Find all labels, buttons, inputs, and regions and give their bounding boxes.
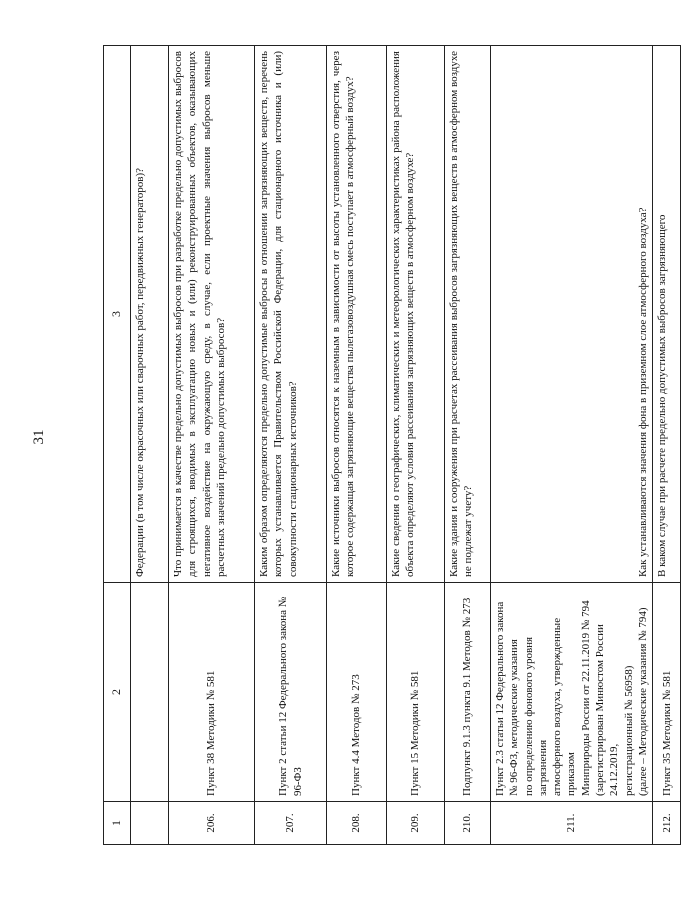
question-text: Какие здания и сооружения при расчетах рассеивания выбросов загрязняющих веществ в атмосферном воздухе не подлежат учету? (445, 46, 491, 583)
table-row (131, 46, 169, 845)
table-row (169, 46, 255, 845)
legal-reference: Подпункт 9.1.3 пункта 9.1 Методов № 273 (445, 583, 491, 802)
legal-reference (491, 583, 653, 802)
legal-reference-line: по определению фонового уровня загрязнения (522, 636, 549, 796)
table-row (445, 46, 491, 845)
question-text: Федерации (в том числе окрасочных или сварочных работ, передвижных генераторов)? (131, 46, 169, 583)
question-text: В каком случае при расчете предельно допустимых выбросов загрязняющего (653, 46, 681, 583)
row-number: 211. (491, 802, 653, 845)
table-row (653, 46, 681, 845)
page-number: 31 (31, 429, 47, 445)
question-text: Что принимается в качестве предельно допустимых выбросов при разработке предельно допустимых выбросов для строящихся, вводимых в эксплуатацию новых и (или) реконструированных объектов, оказывающих негативное воздействие на окружающую среду, в случае, если проектные значения выбросов меньше расчетных значений предельно допустимых выбросов? (169, 46, 255, 583)
row-number: 208. (327, 802, 387, 845)
legal-reference-line: атмосферного воздуха, утвержденные приказом (551, 617, 578, 796)
table-row (327, 46, 387, 845)
row-number (131, 802, 169, 845)
row-number: 207. (255, 802, 327, 845)
legal-reference-line: (зарегистрирован Минюстом России 24.12.2019, (594, 624, 621, 796)
question-text: Какие сведения о географических, климатических и метеорологических характеристиках района расположения объекта определяют условия рассеивания загрязняющих веществ в атмосферном воздухе? (387, 46, 445, 583)
row-number: 212. (653, 802, 681, 845)
legal-reference: Пункт 4.4 Методов № 273 (327, 583, 387, 802)
questions-table (103, 45, 681, 845)
legal-reference-line: (далее – Методические указания № 794) (636, 607, 649, 796)
legal-reference: Пункт 2 статьи 12 Федерального закона № 96-ФЗ (255, 583, 327, 802)
legal-reference: Пункт 38 Методики № 581 (169, 583, 255, 802)
legal-reference-line: регистрационный № 56958) (622, 665, 635, 796)
row-number: 206. (169, 802, 255, 845)
question-text: Каким образом определяются предельно допустимые выбросы в отношении загрязняющих веществ, перечень которых устанавливается Правительством Российской Федерации, для стационарного источника и (или) совокупности стационарных источников? (255, 46, 327, 583)
rotated-table-wrapper (103, 45, 673, 845)
question-text: Какие источники выбросов относятся к наземным в зависимости от высоты установленного отверстия, через которое содержащая загрязняющие вещества пылегазовоздушная смесь поступает в атмосферный воздух? (327, 46, 387, 583)
legal-reference-line: Пункт 2.3 статьи 12 Федерального закона (494, 601, 506, 796)
legal-reference (131, 583, 169, 802)
legal-reference: Пункт 15 Методики № 581 (387, 583, 445, 802)
legal-reference-line: Минприроды России от 22.11.2019 № 794 (579, 600, 592, 796)
column-header-3: 3 (104, 46, 131, 583)
column-header-2: 2 (104, 583, 131, 802)
table-row (491, 46, 653, 845)
row-number: 210. (445, 802, 491, 845)
legal-reference-line: № 96-ФЗ, методические указания (508, 639, 521, 796)
legal-reference: Пункт 35 Методики № 581 (653, 583, 681, 802)
column-header-1: 1 (104, 802, 131, 845)
table-row (387, 46, 445, 845)
row-number: 209. (387, 802, 445, 845)
question-text: Как устанавливаются значения фона в приземном слое атмосферного воздуха? (491, 46, 653, 583)
table-header-row (104, 46, 131, 845)
table-row (255, 46, 327, 845)
